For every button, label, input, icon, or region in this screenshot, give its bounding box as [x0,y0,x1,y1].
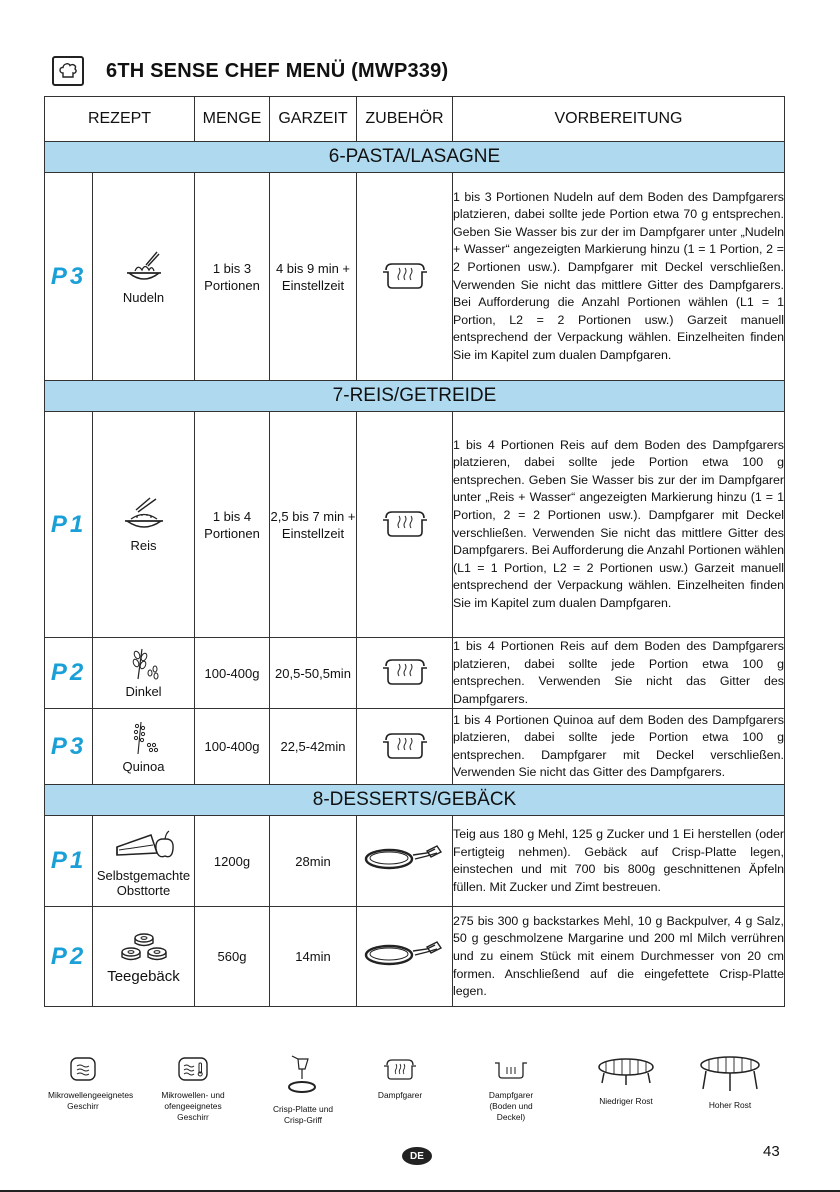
menge-cell: 560g [195,907,270,1007]
dish-cell [93,907,195,1007]
menge-cell: 1 bis 4 Portionen [195,412,270,638]
microwave-oven-dish-icon [176,1055,210,1083]
legend-item: Niedriger Rost [586,1055,666,1107]
table-row [45,709,785,785]
program-code: P2 [45,907,93,1007]
header-zubehoer: ZUBEHÖR [357,97,453,142]
program-code: P3 [45,173,93,381]
dish-name: Quinoa [122,758,165,774]
preparation-text: Teig aus 180 g Mehl, 125 g Zucker und 1 Ei herstellen (oder Fertigteig nehmen). Gebäck auf Crisp-Platte legen, einstechen und mit 700 bis 800g geschnittenen Äpfeln füllen. Mit Zucker und Zimt bestreuen. [453,816,785,907]
dish-cell [93,173,195,381]
dish-cell [93,709,195,785]
header-menge: MENGE [195,97,270,142]
crisp-plate-icon [363,939,447,971]
steamer-icon [380,506,430,540]
program-code: P3 [45,709,93,785]
dish-cell [93,412,195,638]
accessory-legend [0,1055,840,1145]
steamer-base-lid-icon [493,1055,529,1083]
garzeit-cell: 20,5-50,5min [270,638,357,709]
steamer-icon [380,654,430,688]
steamer-icon [380,728,430,762]
menge-cell: 100-400g [195,638,270,709]
legend-item: Dampfgarer (Boden und Deckel) [475,1055,547,1123]
page-number: 43 [763,1143,780,1160]
steamer-icon [380,258,430,292]
preparation-text: 275 bis 300 g backstarkes Mehl, 10 g Backpulver, 4 g Salz, 50 g geschmolzene Margarine und 200 ml Milch verrühren und zu einem Stück mit einem Durchmesser von 20 cm formen. Anschließend auf die eingefettete Crisp-Platte legen. [453,907,785,1007]
zubehoer-cell [357,638,453,709]
zubehoer-cell [357,816,453,907]
table-header-row [45,97,785,142]
legend-item: Mikrowellengeeignetes Geschirr [48,1055,118,1112]
crisp-plate-icon [363,843,447,875]
header-garzeit: GARZEIT [270,97,357,142]
menge-cell: 1200g [195,816,270,907]
fruit-tart-icon [111,825,177,865]
section-row [45,785,785,816]
zubehoer-cell [357,173,453,381]
section-row [45,381,785,412]
garzeit-cell: 28min [270,816,357,907]
garzeit-cell: 14min [270,907,357,1007]
section-title-reis: 7-REIS/GETREIDE [45,381,785,412]
header-vorbereitung: VORBEREITUNG [453,97,785,142]
section-title-desserts: 8-DESSERTS/GEBÄCK [45,785,785,816]
quinoa-grain-icon [124,720,164,756]
program-code: P1 [45,412,93,638]
table-row [45,412,785,638]
menge-cell: 100-400g [195,709,270,785]
recipe-table [44,96,785,1007]
dish-cell [93,816,195,907]
steamer-icon [382,1055,418,1083]
dish-name: Dinkel [125,684,162,700]
spelt-grain-icon [124,647,164,681]
page-title: 6TH SENSE CHEF MENÜ (MWP339) [106,59,449,82]
page-title-block [52,54,482,88]
zubehoer-cell [357,412,453,638]
preparation-text: 1 bis 4 Portionen Reis auf dem Boden des Dampfgarers platzieren, dabei sollte jede Portion etwa 100 g entsprechen. Geben Sie Wasser bis zur der im Dampfgarer unter „Reis + Wasser“ angezeigten Markierung hinzu (1 = 1 Portion, 2 = 2 Portionen usw.). Dampfgarer mit Deckel verschließen. Verwenden Sie nicht das mittlere Gitter des Dampfgarers. Bei Aufforderung die Anzahl Portionen wählen (L1 = 1 Portion, L2 = 2 Portionen usw.) Garzeit manuell entsprechend der Verpackung wählen. Einzelheiten finden Sie im Kapitel zum dualen Dampfgaren. [453,412,785,638]
garzeit-cell: 22,5-42min [270,709,357,785]
header-rezept: REZEPT [45,97,195,142]
program-code: P2 [45,638,93,709]
low-rack-icon [596,1055,656,1089]
table-row [45,816,785,907]
high-rack-icon [698,1055,762,1093]
dish-name: Nudeln [122,289,165,305]
scones-icon [113,930,175,966]
legend-item: Crisp-Platte und Crisp-Griff [268,1055,338,1126]
microwave-dish-icon [68,1055,98,1083]
preparation-text: 1 bis 3 Portionen Nudeln auf dem Boden des Dampfgarers platzieren, dabei sollte jede Portion etwa 70 g entsprechen. Geben Sie Wasser bis zur der im Dampfgarer unter „Nudeln + Wasser“ angezeigten Markierung hinzu (1 = 1 Portion, 2 = 2 Portionen usw.). Dampfgarer mit Deckel verschließen. Verwenden Sie nicht das mittlere Gitter des Dampfgarers. Bei Aufforderung die Anzahl Portionen wählen (L1 = 1 Portion, L2 = 2 Portionen usw.) Garzeit manuell entsprechend der Verpackung wählen. Einzelheiten finden Sie im Kapitel zum dualen Dampfgaren. [453,173,785,381]
legend-item: Dampfgarer [370,1055,430,1101]
table-row [45,638,785,709]
section-row [45,142,785,173]
preparation-text: 1 bis 4 Portionen Quinoa auf dem Boden des Dampfgarers platzieren, dabei sollte jede Portion etwa 100 g entsprechen. Dampfgarer mit Deckel verschließen. Verwenden Sie nicht das Gitter des Dampfgarers. [453,709,785,785]
preparation-text: 1 bis 4 Portionen Reis auf dem Boden des Dampfgarers platzieren, dabei sollte jede Portion etwa 100 g entsprechen. Verwenden Sie nicht das Gitter des Dampfgarers. [453,638,785,709]
dish-name: Reis [130,537,157,553]
dish-cell [93,638,195,709]
dish-name: Teegebäck [107,967,180,985]
crisp-plate-icon [286,1055,320,1097]
legend-item: Hoher Rost [690,1055,770,1111]
garzeit-cell: 4 bis 9 min + Einstellzeit [270,173,357,381]
language-badge: DE [402,1147,432,1165]
rice-bowl-icon [122,497,166,535]
section-title-pasta: 6-PASTA/LASAGNE [45,142,785,173]
pasta-bowl-icon [124,249,164,287]
zubehoer-cell [357,907,453,1007]
chef-hat-icon [52,56,84,86]
garzeit-cell: 2,5 bis 7 min + Einstellzeit [270,412,357,638]
table-row [45,907,785,1007]
legend-item: Mikrowellen- und ofengeeignetes Geschirr [150,1055,236,1123]
zubehoer-cell [357,709,453,785]
dish-name: Selbstgemachte Obsttorte [96,867,191,898]
table-row [45,173,785,381]
menge-cell: 1 bis 3 Portionen [195,173,270,381]
program-code: P1 [45,816,93,907]
